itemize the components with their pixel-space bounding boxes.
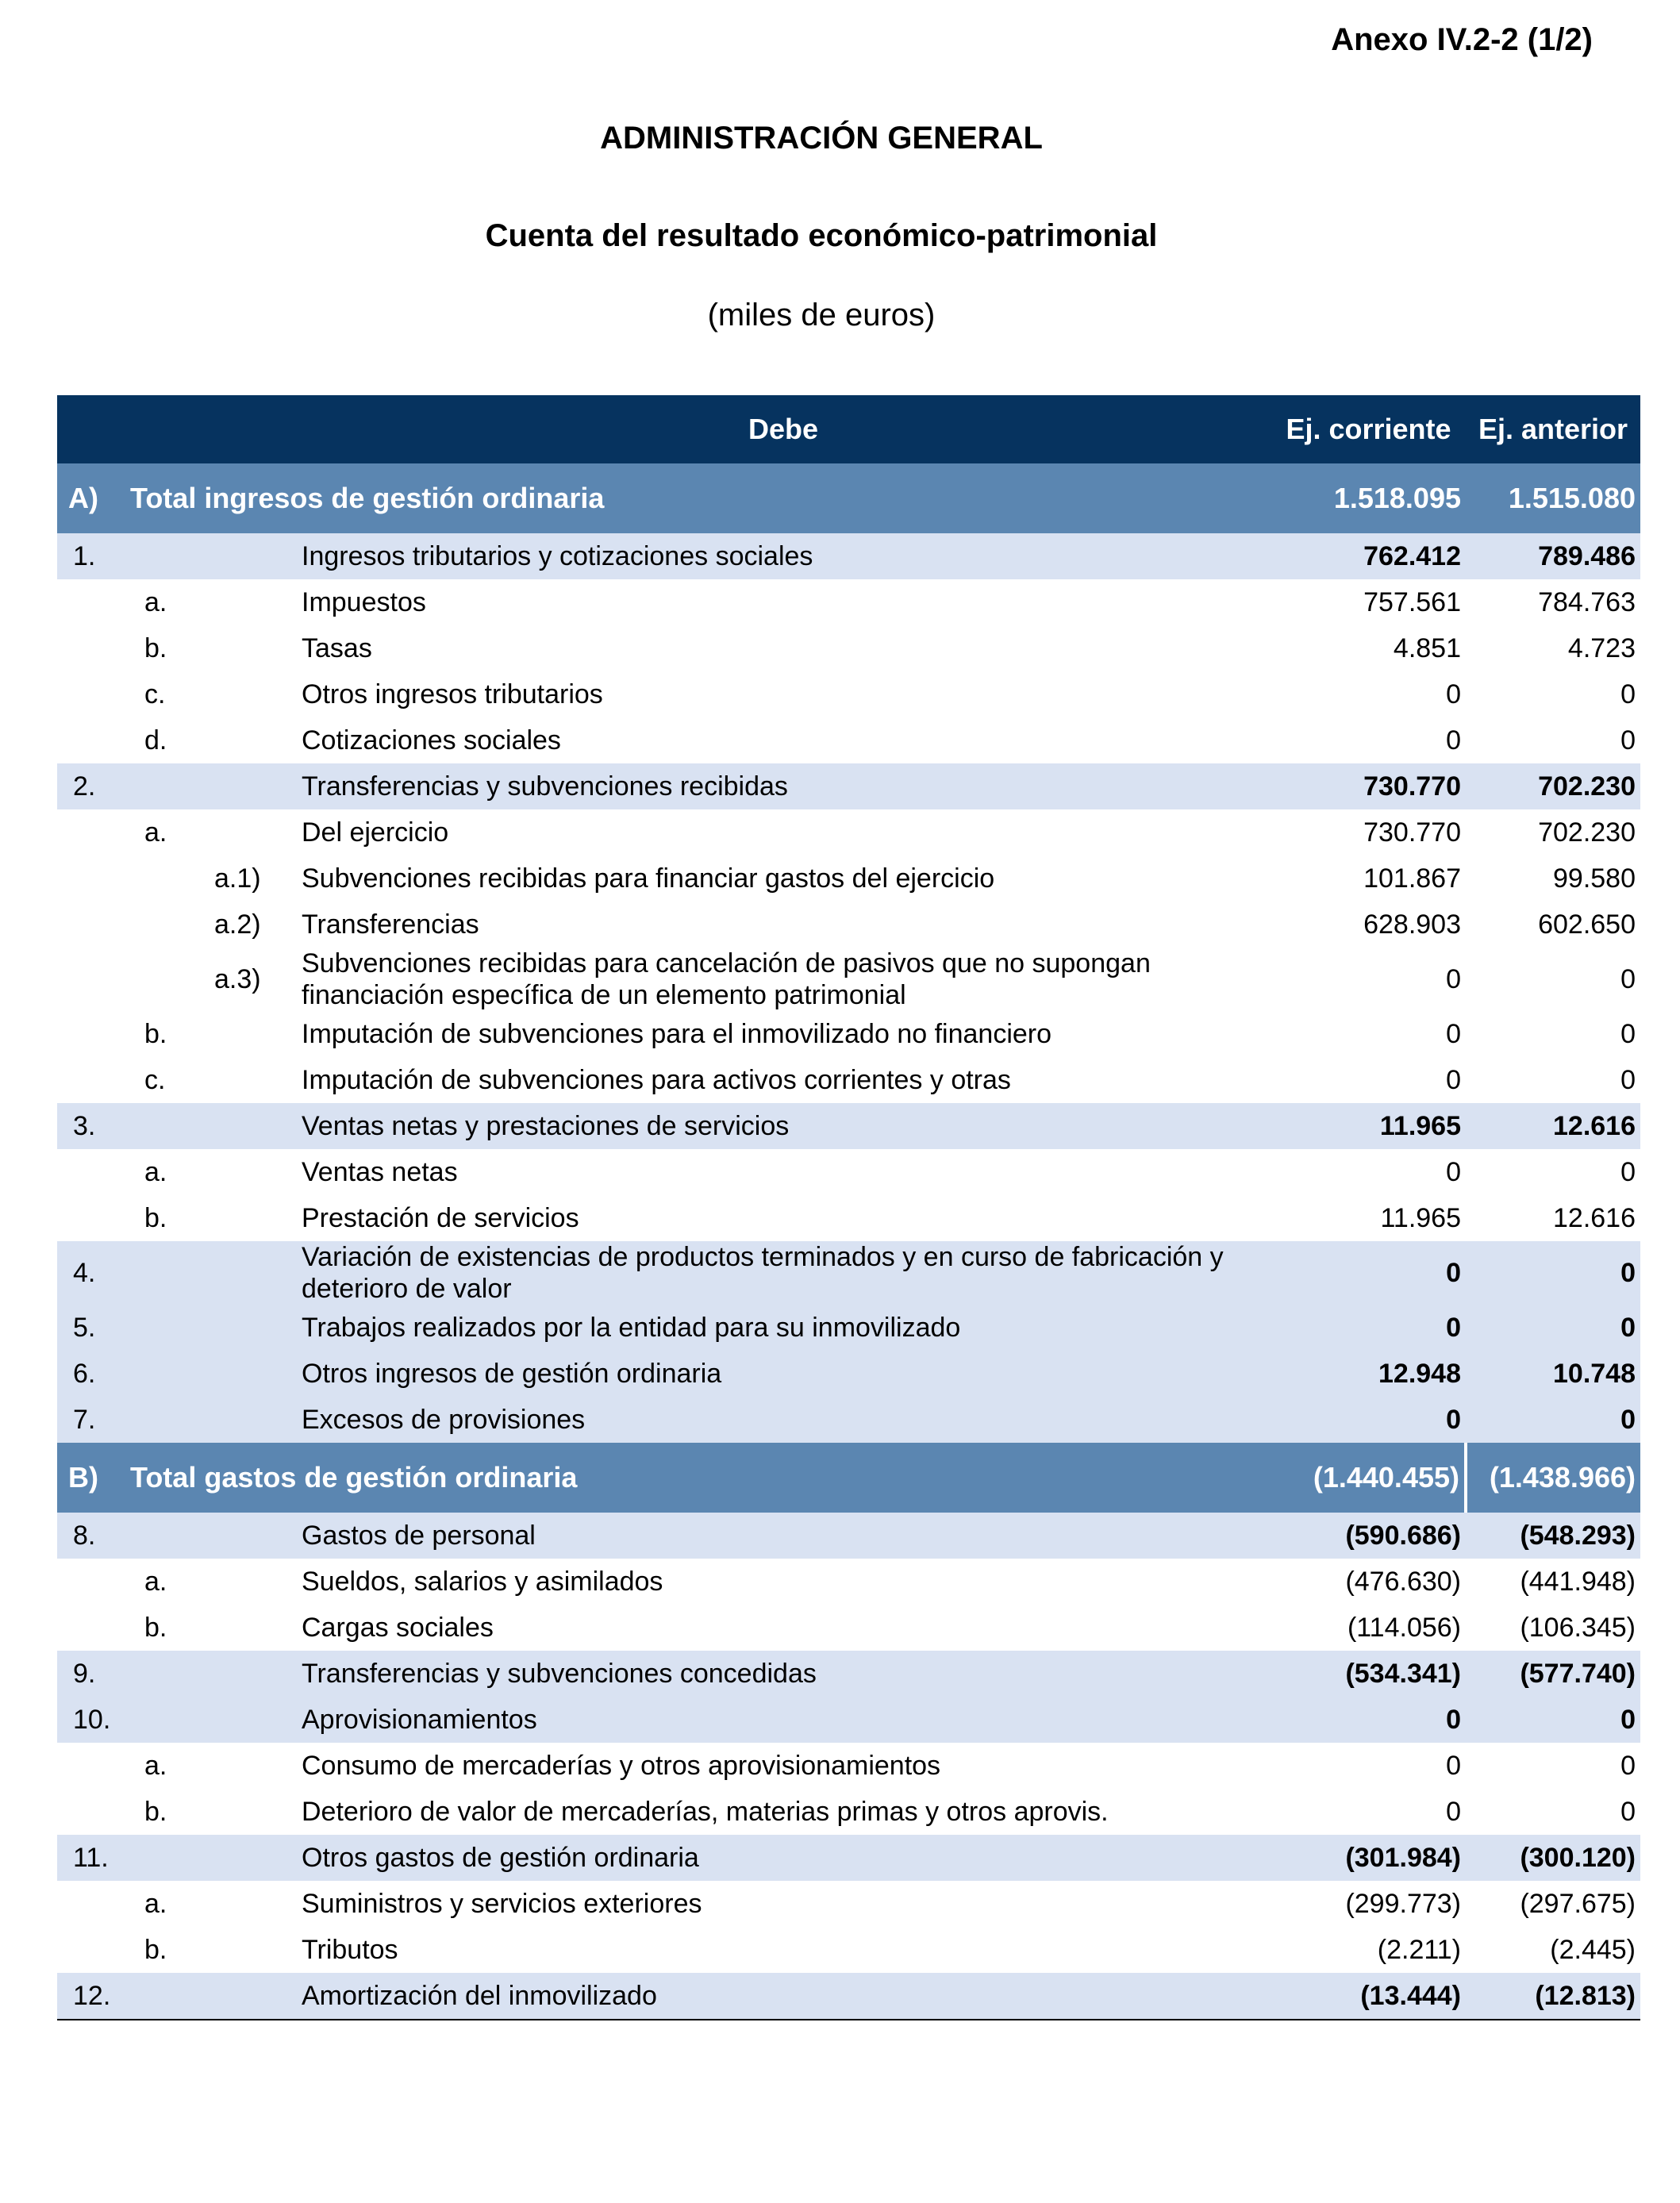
row-current: 12.948	[1271, 1351, 1466, 1397]
row-code: a.	[144, 1751, 167, 1781]
row-current: 0	[1446, 1157, 1461, 1187]
row-label: Excesos de provisiones	[295, 1397, 1271, 1443]
row-current: 0	[1271, 1697, 1466, 1743]
row-label: Cargas sociales	[302, 1613, 494, 1643]
row-previous: (300.120)	[1466, 1835, 1640, 1881]
row-previous: 784.763	[1538, 587, 1636, 617]
page-title: ADMINISTRACIÓN GENERAL	[600, 121, 1043, 156]
row-previous: 702.230	[1466, 763, 1640, 809]
row-label: Sueldos, salarios y asimilados	[302, 1567, 663, 1597]
row-label: Ingresos tributarios y cotizaciones sociales	[295, 533, 1271, 579]
row-previous: 12.616	[1466, 1103, 1640, 1149]
row-code: b.	[144, 1797, 167, 1827]
row-label: Prestación de servicios	[302, 1203, 579, 1233]
section-a-label: Total ingresos de gestión ordinaria	[130, 482, 605, 514]
row-code: 5.	[57, 1305, 295, 1351]
row-previous: (12.813)	[1466, 1973, 1640, 2020]
row-previous: 0	[1466, 1305, 1640, 1351]
row-current: 4.851	[1393, 633, 1461, 663]
table-row	[57, 1149, 1640, 1195]
row-current: (590.686)	[1271, 1513, 1466, 1559]
row-previous: 10.748	[1466, 1351, 1640, 1397]
section-b-code: B)	[68, 1461, 98, 1494]
row-code: 7.	[57, 1397, 295, 1443]
row-current: 0	[1446, 1019, 1461, 1049]
row-current: 0	[1446, 1065, 1461, 1095]
section-a-cell	[57, 463, 1271, 533]
row-current: (114.056)	[1347, 1613, 1461, 1643]
row-code: 10.	[57, 1697, 295, 1743]
row-label: Impuestos	[302, 587, 426, 617]
row-code: 2.	[57, 763, 295, 809]
table-row	[57, 855, 1640, 902]
row-previous: 0	[1620, 1065, 1636, 1095]
row-previous: 602.650	[1538, 909, 1636, 940]
row-label: Subvenciones recibidas para financiar gastos del ejercicio	[302, 863, 995, 894]
row-current: 0	[1446, 679, 1461, 709]
annex-label: Anexo IV.2-2 (1/2)	[1331, 22, 1593, 57]
row-label: Imputación de subvenciones para activos corrientes y otras	[302, 1065, 1011, 1095]
row-code: 8.	[57, 1513, 295, 1559]
row-label: Transferencias	[302, 909, 479, 940]
row-label: Suministros y servicios exteriores	[302, 1889, 702, 1919]
row-current: 11.965	[1380, 1203, 1461, 1233]
row-code: 6.	[57, 1351, 295, 1397]
table-row	[57, 1789, 1640, 1835]
table-row	[57, 625, 1640, 671]
row-current: 757.561	[1363, 587, 1461, 617]
table-row	[57, 1195, 1640, 1241]
row-current: (476.630)	[1345, 1567, 1461, 1597]
row-current: 762.412	[1271, 533, 1466, 579]
row-code: a.3)	[214, 964, 261, 994]
row-code: a.	[144, 587, 167, 617]
row-code: 1.	[57, 533, 295, 579]
row-code: b.	[144, 1613, 167, 1643]
section-b-current: (1.440.455)	[1271, 1443, 1466, 1513]
table-row	[57, 1973, 1640, 2020]
row-previous: 4.723	[1567, 633, 1636, 663]
row-current: 0	[1271, 1397, 1466, 1443]
row-code: c.	[144, 679, 166, 709]
units-note: (miles de euros)	[707, 298, 936, 333]
table-row	[57, 533, 1640, 579]
table-row	[57, 1351, 1640, 1397]
section-b-cell	[57, 1443, 1271, 1513]
row-label: Otros ingresos tributarios	[302, 679, 603, 709]
row-label: Subvenciones recibidas para cancelación de pasivos que no supongan financiación específica de un elemento patrimonial	[302, 948, 1151, 1010]
row-label: Deterioro de valor de mercaderías, materias primas y otros aprovis.	[302, 1797, 1109, 1827]
row-previous: (106.345)	[1520, 1613, 1636, 1643]
row-previous: 702.230	[1538, 817, 1636, 848]
row-label: Tasas	[302, 633, 372, 663]
row-label: Del ejercicio	[302, 817, 449, 848]
header-current: Ej. corriente	[1271, 395, 1466, 463]
row-current: 0	[1446, 725, 1461, 755]
row-previous: 12.616	[1553, 1203, 1636, 1233]
table-row	[57, 763, 1640, 809]
row-previous: 0	[1620, 1797, 1636, 1827]
row-label: Imputación de subvenciones para el inmovilizado no financiero	[302, 1019, 1052, 1049]
table-row	[57, 1881, 1640, 1927]
row-label: Transferencias y subvenciones recibidas	[295, 763, 1271, 809]
table-row	[57, 717, 1640, 763]
row-current: 730.770	[1363, 817, 1461, 848]
table-row	[57, 1927, 1640, 1973]
row-code: a.	[144, 1157, 167, 1187]
table-header-row	[57, 395, 1640, 463]
row-current: 0	[1446, 1751, 1461, 1781]
row-previous: 0	[1466, 1241, 1640, 1305]
row-previous: 0	[1620, 1157, 1636, 1187]
table-row	[57, 1605, 1640, 1651]
row-code: d.	[144, 725, 167, 755]
row-code: b.	[144, 1019, 167, 1049]
row-code: 11.	[57, 1835, 295, 1881]
row-current: 0	[1446, 964, 1461, 994]
row-label: Trabajos realizados por la entidad para su inmovilizado	[295, 1305, 1271, 1351]
table-row	[57, 1651, 1640, 1697]
row-label: Ventas netas	[302, 1157, 458, 1187]
row-previous: (548.293)	[1466, 1513, 1640, 1559]
table-row	[57, 1697, 1640, 1743]
table-row	[57, 1513, 1640, 1559]
row-label: Otros ingresos de gestión ordinaria	[295, 1351, 1271, 1397]
table-row	[57, 1397, 1640, 1443]
header-previous: Ej. anterior	[1466, 395, 1640, 463]
table-row	[57, 1057, 1640, 1103]
results-table	[57, 395, 1640, 2020]
row-previous: 0	[1620, 725, 1636, 755]
row-label: Transferencias y subvenciones concedidas	[295, 1651, 1271, 1697]
row-previous: 0	[1620, 679, 1636, 709]
row-label: Ventas netas y prestaciones de servicios	[295, 1103, 1271, 1149]
header-spacer	[57, 395, 295, 463]
section-a-previous: 1.515.080	[1466, 463, 1640, 533]
row-code: a.	[144, 817, 167, 848]
row-code: 4.	[57, 1241, 295, 1305]
row-previous: 0	[1620, 1019, 1636, 1049]
row-label: Gastos de personal	[295, 1513, 1271, 1559]
row-previous: 0	[1620, 964, 1636, 994]
section-a-current: 1.518.095	[1271, 463, 1466, 533]
header-debe: Debe	[295, 395, 1271, 463]
row-current: (13.444)	[1271, 1973, 1466, 2020]
row-current: 0	[1271, 1241, 1466, 1305]
row-label: Otros gastos de gestión ordinaria	[295, 1835, 1271, 1881]
table-row	[57, 902, 1640, 948]
row-previous: 0	[1466, 1397, 1640, 1443]
row-code: b.	[144, 1935, 167, 1965]
table-row	[57, 1835, 1640, 1881]
row-current: 101.867	[1363, 863, 1461, 894]
table-row	[57, 1241, 1640, 1305]
page-subtitle: Cuenta del resultado económico-patrimonial	[485, 218, 1158, 253]
row-label: Tributos	[302, 1935, 398, 1965]
row-current: (534.341)	[1271, 1651, 1466, 1697]
row-current: (299.773)	[1345, 1889, 1461, 1919]
row-previous: 789.486	[1466, 533, 1640, 579]
row-code: a.1)	[214, 863, 261, 894]
section-b-row	[57, 1443, 1640, 1513]
row-code: c.	[144, 1065, 166, 1095]
section-b-label: Total gastos de gestión ordinaria	[130, 1461, 578, 1494]
row-code: b.	[144, 633, 167, 663]
row-previous: (577.740)	[1466, 1651, 1640, 1697]
row-previous: 0	[1620, 1751, 1636, 1781]
row-code: 3.	[57, 1103, 295, 1149]
row-current: 628.903	[1363, 909, 1461, 940]
row-previous: (2.445)	[1550, 1935, 1636, 1965]
table-row	[57, 948, 1640, 1011]
row-current: (301.984)	[1271, 1835, 1466, 1881]
section-a-row	[57, 463, 1640, 533]
row-current: 0	[1271, 1305, 1466, 1351]
row-current: (2.211)	[1377, 1935, 1461, 1965]
row-code: a.2)	[214, 909, 261, 940]
row-code: b.	[144, 1203, 167, 1233]
section-a-code: A)	[68, 482, 98, 514]
section-b-previous: (1.438.966)	[1466, 1443, 1640, 1513]
table-row	[57, 1011, 1640, 1057]
row-code: a.	[144, 1567, 167, 1597]
row-label: Amortización del inmovilizado	[295, 1973, 1271, 2020]
table-row	[57, 809, 1640, 855]
row-code: 12.	[57, 1973, 295, 2020]
row-label: Variación de existencias de productos terminados y en curso de fabricación y deterioro de valor	[295, 1241, 1271, 1305]
table-row	[57, 1103, 1640, 1149]
row-previous: (441.948)	[1520, 1567, 1636, 1597]
row-label: Aprovisionamientos	[295, 1697, 1271, 1743]
row-label: Cotizaciones sociales	[302, 725, 561, 755]
table-row	[57, 579, 1640, 625]
row-current: 0	[1446, 1797, 1461, 1827]
row-label: Consumo de mercaderías y otros aprovisionamientos	[302, 1751, 941, 1781]
table-row	[57, 1559, 1640, 1605]
table-row	[57, 1305, 1640, 1351]
row-previous: 99.580	[1553, 863, 1636, 894]
row-previous: (297.675)	[1520, 1889, 1636, 1919]
table-row	[57, 1743, 1640, 1789]
row-code: 9.	[57, 1651, 295, 1697]
table-row	[57, 671, 1640, 717]
row-code: a.	[144, 1889, 167, 1919]
row-current: 11.965	[1271, 1103, 1466, 1149]
row-previous: 0	[1466, 1697, 1640, 1743]
row-current: 730.770	[1271, 763, 1466, 809]
